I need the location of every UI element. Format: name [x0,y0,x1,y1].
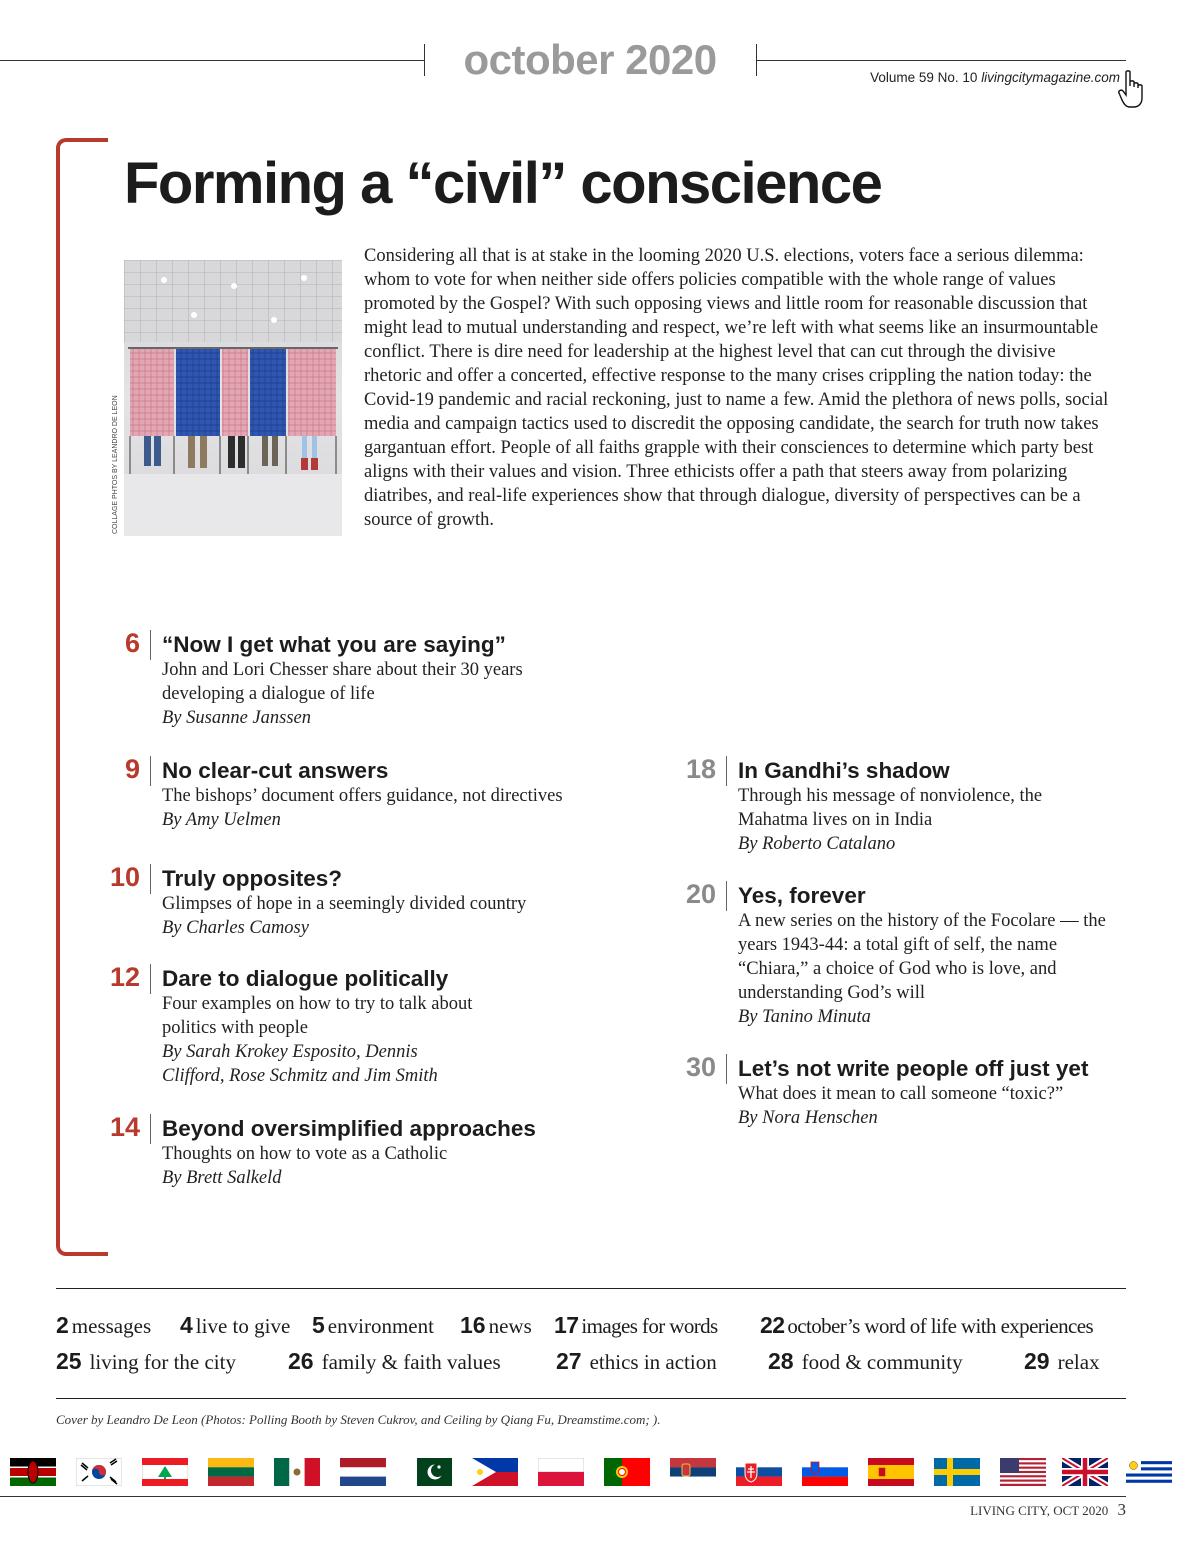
department-page: 22 [760,1312,785,1338]
folio-publication: LIVING CITY, [970,1503,1050,1518]
department-item[interactable] [312,1312,434,1339]
feature-headline: Forming a “civil” conscience [124,151,882,216]
slovenia-flag-icon [802,1458,848,1486]
mexico-flag-icon [274,1458,320,1486]
department-item[interactable] [56,1348,236,1375]
entry-divider [150,1114,151,1144]
entry-title: Let’s not write people off just yet [738,1056,1089,1081]
entry-byline: By Brett Salkeld [162,1168,282,1188]
entry-divider [150,630,151,660]
department-name: food & community [801,1350,963,1374]
entry-text [738,1056,1136,1130]
entry-page-number: 6 [124,628,140,658]
page-folio [940,1500,1126,1520]
issue-month: october 2020 [463,36,717,83]
photo-credit: COLLAGE PHTOS BY LEANDRO DE LEON [112,395,119,534]
cover-credit: Cover by Leandro De Leon (Photos: Polling Booth by Steven Cukrov, and Ceiling by Qiang Fu, Dreamstime.com; ). [56,1412,661,1427]
department-page: 27 [556,1348,582,1374]
pakistan-flag-icon [406,1458,452,1486]
masthead-rule-left [0,60,424,61]
portugal-flag-icon [604,1458,650,1486]
entry-description: Glimpses of hope in a seemingly divided country [162,894,527,914]
department-page: 26 [288,1348,314,1374]
uk-flag-icon [1062,1458,1108,1486]
entry-page-number: 9 [124,754,140,784]
serbia-flag-icon [670,1458,716,1486]
entry-page-number: 10 [109,862,140,892]
voting-booth-photo [124,260,342,536]
volume-number: Volume 59 No. 10 [870,70,978,85]
department-page: 5 [312,1312,325,1338]
entry-page-number: 18 [685,754,716,784]
departments-rule-top [56,1288,1126,1289]
entry-page-number: 12 [109,962,140,992]
sweden-flag-icon [934,1458,980,1486]
south-korea-flag-icon [76,1458,122,1486]
volume-line [760,70,1120,85]
entry-text [738,758,1136,856]
entry-title: In Gandhi’s shadow [738,758,950,783]
entry-text [162,866,622,940]
department-item[interactable] [460,1312,532,1339]
entry-divider [150,756,151,786]
department-page: 4 [180,1312,193,1338]
footer-rule [0,1496,1126,1497]
usa-flag-icon [1000,1458,1046,1486]
department-name: images for words [581,1314,718,1338]
slovakia-flag-icon [736,1458,782,1486]
entry-description: A new series on the history of the Focolare — the years 1943-44: a total gift of self, the name “Chiara,” a choice of God who is love, and understanding God’s will [738,911,1106,1003]
department-item[interactable] [768,1348,963,1375]
department-name: messages [71,1314,152,1338]
entry-title: Dare to dialogue politically [162,966,449,991]
lithuania-flag-icon [208,1458,254,1486]
department-page: 25 [56,1348,82,1374]
entry-text [162,758,622,832]
department-page: 28 [768,1348,794,1374]
feature-intro: Considering all that is at stake in the looming 2020 U.S. elections, voters face a serious dilemma: whom to vote for when neither side offers policies compatible with the whole range of values promoted by the Gospel? With such opposing views and little room for reasonable discussion that might lead to mutual understanding and respect, we’re left with what seems like an insurmountable conflict. There is dire need for leadership at the highest level that can cut through the divisive rhetoric and offer a concerted, effective response to the many crises crippling the nation today: the Covid-19 pandemic and racial reckoning, just to name a few. Amid the plethora of news polls, social media and campaign tactics used to discredit the opposing candidate, the search for truth now takes gargantuan effort. People of all faiths grapple with their consciences to determine which party best aligns with their values and vision. Three ethicists offer a path that steers away from polarizing diatribes, and real-life experiences show that through dialogue, diversity of perspectives can be a source of growth. [364,246,1109,530]
entry-description: Thoughts on how to vote as a Catholic [162,1144,448,1164]
entry-byline: By Roberto Catalano [738,834,896,854]
entry-byline: By Amy Uelmen [162,810,281,830]
folio-issue: OCT 2020 [1053,1503,1109,1518]
entry-description: John and Lori Chesser share about their 30 years developing a dialogue of life [162,660,523,704]
entry-byline: By Charles Camosy [162,918,309,938]
department-name: live to give [195,1314,291,1338]
entry-description: Four examples on how to try to talk about politics with people [162,994,473,1038]
entry-divider [150,964,151,994]
department-page: 16 [460,1312,486,1338]
entry-title: No clear-cut answers [162,758,389,783]
spain-flag-icon [868,1458,914,1486]
entry-title: “Now I get what you are saying” [162,632,506,657]
department-name: living for the city [89,1350,236,1374]
entry-title: Yes, forever [738,883,866,908]
entry-byline: By Nora Henschen [738,1108,878,1128]
department-page: 2 [56,1312,69,1338]
entry-text [162,632,622,730]
entry-text [162,966,622,1088]
philippines-flag-icon [472,1458,518,1486]
department-name: news [488,1314,532,1338]
poland-flag-icon [538,1458,584,1486]
entry-title: Truly opposites? [162,866,343,891]
department-name: family & faith values [321,1350,501,1374]
entry-page-number: 20 [685,879,716,909]
department-name: october’s word of life with experiences [787,1314,1094,1338]
entry-byline: By Tanino Minuta [738,1007,871,1027]
department-item[interactable] [760,1312,1093,1339]
department-item[interactable] [288,1348,501,1375]
department-item[interactable] [180,1312,290,1339]
netherlands-flag-icon [340,1458,386,1486]
entry-divider [726,756,727,786]
website-link[interactable]: livingcitymagazine.com [981,70,1120,85]
entry-description: The bishops’ document offers guidance, not directives [162,786,563,806]
masthead-tick-left [424,44,425,76]
entry-page-number: 30 [685,1052,716,1082]
entry-byline: By Sarah Krokey Esposito, Dennis Clifford, Rose Schmitz and Jim Smith [162,1042,438,1086]
folio-page-number: 3 [1117,1500,1126,1519]
entry-text [738,883,1136,1029]
masthead-rule-right [756,60,1126,61]
department-name: relax [1057,1350,1100,1374]
department-page: 17 [554,1312,579,1338]
entry-divider [150,864,151,894]
feature-bracket [56,138,108,1256]
entry-title: Beyond oversimplified approaches [162,1116,536,1141]
department-item[interactable] [56,1312,151,1339]
entry-byline: By Susanne Janssen [162,708,311,728]
entry-page-number: 14 [109,1112,140,1142]
entry-divider [726,1054,727,1084]
department-item[interactable] [556,1348,717,1375]
department-page: 29 [1024,1348,1050,1374]
entry-text [162,1116,622,1190]
department-item[interactable] [1024,1348,1100,1375]
lebanon-flag-icon [142,1458,188,1486]
department-name: ethics in action [589,1350,717,1374]
department-item[interactable] [554,1312,718,1339]
entry-description: Through his message of nonviolence, the Mahatma lives on in India [738,786,1043,830]
kenya-flag-icon [10,1458,56,1486]
entry-description: What does it mean to call someone “toxic?” [738,1084,1064,1104]
entry-divider [726,881,727,911]
hand-pointer-icon [1118,70,1148,115]
departments-rule-bottom [56,1398,1126,1399]
department-name: environment [327,1314,434,1338]
uruguay-flag-icon [1126,1458,1172,1486]
